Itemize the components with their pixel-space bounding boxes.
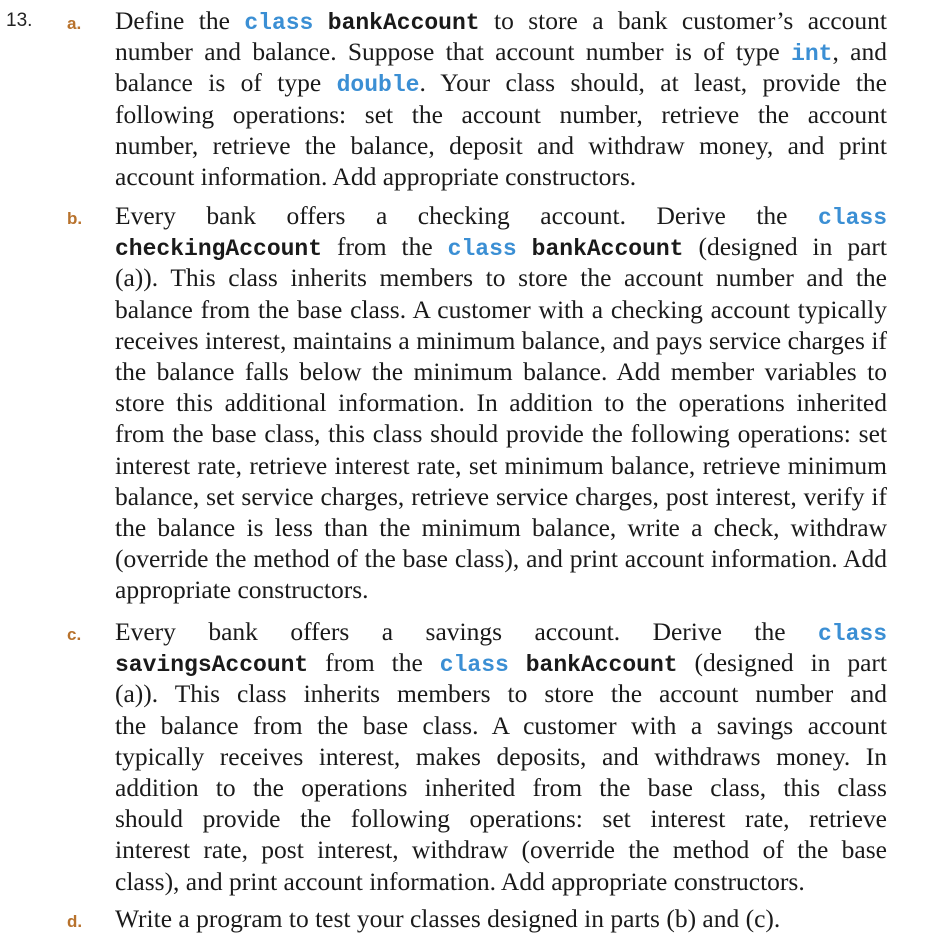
keyword: class <box>447 236 517 263</box>
text-line <box>115 574 887 605</box>
text-line <box>115 356 887 387</box>
text-run: store this additional information. In addition to the operations inherited <box>115 388 887 418</box>
text-line <box>115 99 887 130</box>
text-run: number, retrieve the balance, deposit and withdraw money, and print <box>115 130 887 160</box>
text-run <box>517 232 532 261</box>
text-run: account information. Add appropriate constructors. <box>115 162 637 191</box>
text-run: Every bank offers a savings account. Derive the <box>115 617 818 646</box>
text-run: balance, set service charges, retrieve service charges, post interest, verify if <box>115 481 887 511</box>
text-line <box>115 325 887 356</box>
text-run: (designed in part <box>677 648 887 678</box>
text-line <box>115 834 887 865</box>
text-run: the balance from the base class. A customer with a savings account <box>115 710 887 740</box>
part-label: c. <box>67 625 82 644</box>
text-line <box>115 130 887 161</box>
keyword: int <box>791 41 833 68</box>
code-identifier: bankAccount <box>525 652 678 679</box>
text-run: from the <box>322 232 448 262</box>
text-run: balance is of type <box>115 68 337 98</box>
text-line <box>115 741 887 772</box>
text-line <box>115 418 887 449</box>
text-run: class), and print account information. Add appropriate constructors. <box>115 866 805 896</box>
text-line <box>115 231 887 262</box>
text-run: the balance is less than the minimum balance, write a check, withdraw <box>115 513 887 542</box>
text-run: receives interest, maintains a minimum balance, and pays service charges if <box>115 325 887 355</box>
text-run: (override the method of the base class), and print account information. Add <box>115 544 887 574</box>
text-run: Every bank offers a checking account. Derive the <box>115 201 818 230</box>
code-identifier: bankAccount <box>531 236 684 263</box>
text-run: number and balance. Suppose that account number is of type <box>115 37 792 67</box>
text-run: to store a bank customer’s account <box>479 6 888 35</box>
text-line <box>115 481 887 512</box>
text-run <box>313 6 327 35</box>
text-run: Define the <box>115 6 245 35</box>
text-line <box>115 387 887 418</box>
text-run: from the <box>308 648 440 678</box>
text-line <box>115 647 887 678</box>
text-run: the balance falls below the minimum balance. Add member variables to <box>115 357 887 386</box>
keyword: class <box>439 652 509 679</box>
part-label: a. <box>67 14 82 33</box>
part-label: b. <box>67 209 83 228</box>
text-line <box>115 294 887 325</box>
text-run: , and <box>832 37 887 67</box>
text-line <box>115 450 887 481</box>
text-run: from the base class, this class should provide the following operations: set <box>115 419 887 449</box>
text-run <box>509 648 526 677</box>
text-run: typically receives interest, makes deposits, and withdraws money. In <box>115 741 887 771</box>
text-run: addition to the operations inherited from the base class, this class <box>115 773 887 802</box>
text-line <box>115 710 887 741</box>
text-run: interest rate, retrieve interest rate, set minimum balance, retrieve minimum <box>115 450 887 480</box>
keyword: class <box>817 621 887 647</box>
text-line <box>115 36 887 67</box>
keyword: class <box>817 205 887 231</box>
text-line <box>115 161 887 192</box>
text-run: (designed in part <box>683 232 887 262</box>
keyword: double <box>336 72 420 99</box>
text-run: following operations: set the account number, retrieve the account <box>115 99 887 129</box>
text-line <box>115 5 887 36</box>
text-run: . Your class should, at least, provide the <box>419 68 888 98</box>
text-run: balance from the base class. A customer with a checking account typically <box>115 294 887 324</box>
text-run: appropriate constructors. <box>115 575 369 605</box>
exercise-number: 13. <box>6 10 33 31</box>
text-line <box>115 262 887 293</box>
text-line <box>115 772 887 803</box>
code-identifier: bankAccount <box>327 10 480 36</box>
part-label: d. <box>67 912 83 931</box>
text-run: (a)). This class inherits members to store the account number and the <box>115 263 887 293</box>
text-line <box>115 543 887 574</box>
text-line <box>115 866 887 897</box>
code-identifier: savingsAccount <box>115 652 309 679</box>
text-line <box>115 903 887 934</box>
text-line <box>115 803 887 834</box>
text-run: should provide the following operations: set interest rate, retrieve <box>115 804 887 834</box>
text-run: (a)). This class inherits members to store the account number and <box>115 679 887 709</box>
code-identifier: checkingAccount <box>115 236 323 263</box>
text-line <box>115 678 887 709</box>
keyword: class <box>244 10 314 36</box>
text-run: Write a program to test your classes designed in parts (b) and (c). <box>115 904 781 933</box>
text-run: interest rate, post interest, withdraw (override the method of the base <box>115 835 887 865</box>
text-line <box>115 67 887 98</box>
text-line <box>115 200 887 231</box>
text-line <box>115 616 887 647</box>
text-line <box>115 512 887 543</box>
